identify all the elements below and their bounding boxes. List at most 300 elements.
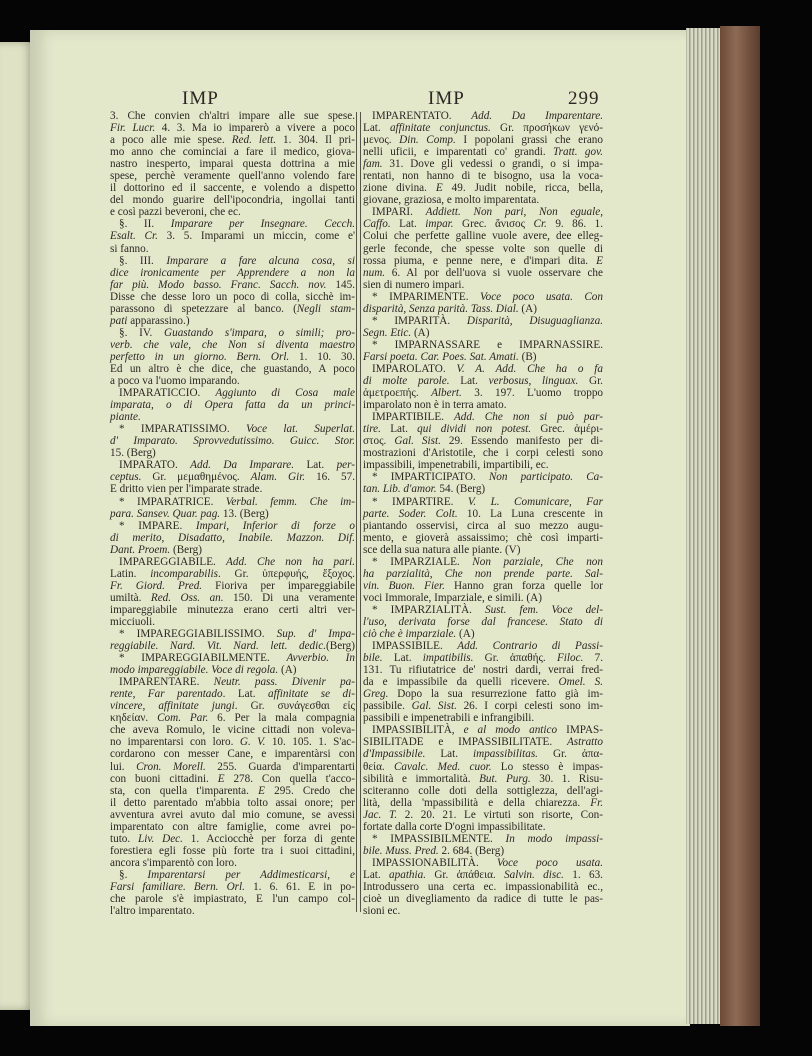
text: 15. (Berg) xyxy=(110,447,156,460)
text-line xyxy=(110,616,355,628)
text: sce della sua natura alle piante. (V) xyxy=(363,543,521,556)
text-line xyxy=(110,736,355,748)
text: mento, e gioverà assaissimo; chè così imparti- xyxy=(363,531,603,544)
text-line xyxy=(110,146,355,158)
italic-text: Gal. Sist. xyxy=(411,700,457,713)
text-line xyxy=(110,387,355,399)
text-line xyxy=(363,194,603,206)
text: Dopo la sua resurrezione fatto già im- xyxy=(388,688,603,701)
text: (Berg) xyxy=(326,640,355,653)
italic-text: impar. xyxy=(425,218,454,231)
text-line xyxy=(363,483,603,495)
text-line xyxy=(363,688,603,700)
text-line xyxy=(110,291,355,303)
text-line xyxy=(110,821,355,833)
italic-text: bile. xyxy=(363,652,383,665)
text-line xyxy=(110,797,355,809)
italic-text: Non participato. Ca- xyxy=(488,471,603,484)
text-line xyxy=(363,339,603,351)
text: §. III. xyxy=(119,254,167,267)
italic-text: piante. xyxy=(110,411,141,424)
text: 26. I corpi celesti sono im- xyxy=(456,700,603,713)
text: κηδείαν. xyxy=(110,712,158,725)
text: forestiera egli fosse più forte tra i suoi cittadini, xyxy=(110,844,355,857)
text-line xyxy=(363,821,603,833)
text: . Lat. xyxy=(222,688,268,701)
italic-text: Negli stam- xyxy=(296,302,355,315)
italic-text: Caffo. xyxy=(363,218,391,231)
running-head-right: IMP xyxy=(428,88,465,109)
text: micciuoli. xyxy=(110,615,156,628)
italic-text: Alam. Gir. xyxy=(250,471,306,484)
text-line xyxy=(110,520,355,532)
text-line xyxy=(110,243,355,255)
text-line xyxy=(110,833,355,845)
text-line xyxy=(363,568,603,580)
italic-text: pati xyxy=(110,314,128,327)
italic-text: vin. Buon. Fier. xyxy=(363,579,445,592)
italic-text: qui dividi non potest. xyxy=(417,423,532,436)
text-line xyxy=(110,194,355,206)
left-column xyxy=(110,110,355,917)
text-line xyxy=(363,797,603,809)
text-line xyxy=(110,471,355,483)
text: 16. 57. xyxy=(305,471,356,484)
text-line xyxy=(110,664,355,676)
italic-text: Imparare a fare alcuna cosa, si xyxy=(166,254,355,267)
text: a poco alle mie spese. xyxy=(110,134,232,147)
text: gerle feconde, che spesse volte son quelle di xyxy=(363,242,603,255)
italic-text: Cr. xyxy=(533,218,547,231)
text-line xyxy=(363,676,603,688)
italic-text: impatibilis. xyxy=(422,652,474,665)
text: (A) xyxy=(411,326,430,339)
text-line xyxy=(363,363,603,375)
text: 10. La Luna crescente in xyxy=(457,507,603,520)
italic-text: Jac. T. xyxy=(363,808,398,821)
text-line xyxy=(110,773,355,785)
text-line xyxy=(363,532,603,544)
text-line xyxy=(363,447,603,459)
text: 6. Per la mala compagnia xyxy=(208,712,356,725)
text-line xyxy=(110,496,355,508)
book-cover-edge xyxy=(720,26,760,1026)
text-line xyxy=(363,712,603,724)
text-line xyxy=(363,616,603,628)
italic-text: Neutr. pass. Divenir pa- xyxy=(213,676,355,689)
italic-text: Dant. Proem. xyxy=(110,543,171,556)
text-line xyxy=(110,230,355,242)
text-line xyxy=(363,471,603,483)
italic-text: Cron. Morell. xyxy=(136,760,206,773)
italic-text: Gal. Sist. xyxy=(394,435,441,448)
text-line xyxy=(110,532,355,544)
text-line xyxy=(363,736,603,748)
text: §. IV. xyxy=(119,326,165,339)
text: * IMPAREGGIABILMENTE. xyxy=(119,652,287,665)
text: 278. Con quella t'acco- xyxy=(224,772,355,785)
italic-text: l'uso, derivata forse dal francese. Stato di xyxy=(363,615,603,628)
text: il detto parentado m'abbia tolto assai onore; per xyxy=(110,796,355,809)
text: zione divina. xyxy=(363,182,436,195)
text-line xyxy=(110,809,355,821)
text: Lat. xyxy=(390,218,426,231)
text-line xyxy=(110,556,355,568)
text-line xyxy=(363,592,603,604)
text-line xyxy=(363,869,603,881)
text: che parole s'è impiastrato, E l'un campo col- xyxy=(110,893,355,906)
text: 1. 6. 61. E in po- xyxy=(244,881,356,893)
italic-text: impassibilitas. xyxy=(473,748,538,761)
text-line xyxy=(363,279,603,291)
text: 1. 63. xyxy=(563,868,603,881)
italic-text: Aggiunto di Cosa male xyxy=(215,387,355,400)
italic-text: Farsi familiare. Bern. Orl. xyxy=(110,881,245,893)
text: * IMPARZIALITÀ. xyxy=(372,603,485,616)
italic-text: Imparare per Insegnare. Cecch. xyxy=(170,218,355,231)
italic-text: V. A. Add. Che ha o fa xyxy=(456,362,603,375)
text: Lat. xyxy=(382,652,423,665)
italic-text: Farsi poeta. Car. Poes. Sat. Amati. xyxy=(363,350,519,363)
italic-text: Esalt. Cr. xyxy=(110,230,158,243)
text: * IMPARTIRE. xyxy=(372,495,468,508)
text-line xyxy=(110,315,355,327)
facing-page-edge xyxy=(0,42,34,1010)
text: IMPARENTATO. xyxy=(372,110,472,122)
text: 2. 684. (Berg) xyxy=(438,844,505,857)
text: IMPARATICCIO. xyxy=(119,387,216,400)
text: IMPAROLATO. xyxy=(372,362,457,375)
text-line xyxy=(363,508,603,520)
text: sciteranno colle doti della sottiglezza, dell'agi- xyxy=(363,784,603,797)
text-line xyxy=(363,580,603,592)
italic-text: Sup. d' Impa- xyxy=(276,628,355,641)
text: 2. 20. 21. Le virtuti son risorte, Con- xyxy=(397,808,603,821)
italic-text: Din. Comp. xyxy=(399,134,456,147)
text-line xyxy=(363,700,603,712)
text: * IMPARIMENTE. xyxy=(372,290,481,303)
text-line xyxy=(110,676,355,688)
text-line xyxy=(363,761,603,773)
text-line xyxy=(363,435,603,447)
text: I popolani grassi che erano xyxy=(455,134,603,147)
italic-text: Cavalc. Med. cuor. xyxy=(393,760,492,773)
italic-text: para. Sansev. Quar. pag. xyxy=(110,507,221,520)
italic-text: Verbal. femm. Che im- xyxy=(225,495,355,508)
text-line xyxy=(363,411,603,423)
text: IMPASSIBILITÀ, xyxy=(372,724,464,737)
text-line xyxy=(110,869,355,881)
text: cioè un divegliamento da radice di tutte le pas- xyxy=(363,893,603,906)
text-line xyxy=(110,688,355,700)
text: mo anno che cominciai a fare il medico, giova- xyxy=(110,146,355,159)
text: SIBILITADE e IMPASSIBILITATE. xyxy=(363,736,567,749)
text-line xyxy=(110,785,355,797)
text: Colui che perfette galline vuole avere, dee elleg- xyxy=(363,230,603,243)
italic-text: E xyxy=(435,182,443,195)
text: Gr. ἀπάθεια. xyxy=(426,868,505,881)
text-line xyxy=(110,712,355,724)
text: impassibili, impenetrabili, impartibili, ec. xyxy=(363,459,549,472)
text-line xyxy=(363,544,603,556)
italic-text: Omel. S. xyxy=(558,676,604,689)
text: IMPARENTARE. xyxy=(119,676,214,689)
italic-text: Guastando s'impara, o simili; pro- xyxy=(164,326,355,339)
text-line xyxy=(110,580,355,592)
text-line xyxy=(110,845,355,857)
text: Lat. xyxy=(449,375,489,388)
text-line xyxy=(110,255,355,267)
text-line xyxy=(363,459,603,471)
text-line xyxy=(110,748,355,760)
text: Disse che desse loro un poco di colla, sicchè im- xyxy=(110,290,355,303)
text: Latin. xyxy=(110,567,151,580)
text: θεία. xyxy=(363,760,394,773)
italic-text: incomparabilis xyxy=(150,567,218,580)
text-line xyxy=(363,218,603,230)
text: Gr. xyxy=(578,375,603,388)
text: sibilità e immortalità. xyxy=(363,772,480,785)
italic-text: But. Purg. xyxy=(479,772,531,785)
text: Gr. προσήκων γενό- xyxy=(490,122,603,135)
italic-text: Fr. Giord. Pred. xyxy=(110,579,203,592)
text: Gr. μεμαθημένος. xyxy=(141,471,251,484)
text: IMPASSIONABILITÀ. xyxy=(372,856,497,869)
text-line xyxy=(110,893,355,905)
text-line xyxy=(363,833,603,845)
text: IMPARATO. xyxy=(119,459,191,472)
text: 29. Essendo manifesto per di- xyxy=(440,435,603,448)
italic-text: reggiabile. Nard. Vit. Nard. lett. dedic. xyxy=(110,640,326,653)
text: lui. xyxy=(110,760,137,773)
text: 295. Credo che xyxy=(264,784,355,797)
text-line xyxy=(110,303,355,315)
italic-text: Add. Da Imparentare. xyxy=(471,110,603,122)
text-line xyxy=(363,556,603,568)
italic-text: fam. xyxy=(363,158,383,171)
text-line xyxy=(363,773,603,785)
text-line xyxy=(110,459,355,471)
italic-text: Sust. fem. Voce del- xyxy=(484,603,603,616)
text-line xyxy=(110,218,355,230)
page-stack-edge xyxy=(686,28,722,1024)
text: 49. Judit nobile, ricca, bella, xyxy=(442,182,603,195)
italic-text: verb. che vale, che Non si diventa maestro xyxy=(110,338,355,351)
text-line xyxy=(363,146,603,158)
italic-text: per- xyxy=(336,459,355,472)
text-line xyxy=(363,881,603,893)
text: del mondo guarire dell'ipocondria, ingollai tanti xyxy=(110,194,355,207)
text: passibili e impenetrabili e infrangibili. xyxy=(363,712,535,725)
text-line xyxy=(363,604,603,616)
text: tuto. xyxy=(110,832,139,845)
text-line xyxy=(363,351,603,363)
text: da e impassibile da quelli ricevere. xyxy=(363,676,559,689)
text: 9. 86. 1. xyxy=(546,218,603,231)
text-line xyxy=(363,809,603,821)
text-line xyxy=(363,640,603,652)
text: il dottorino ed il saccente, e volendo a dispetto xyxy=(110,182,355,195)
text-line xyxy=(110,604,355,616)
text: (B) xyxy=(518,350,537,363)
text-line xyxy=(110,761,355,773)
text-line xyxy=(110,170,355,182)
text: no imparentarsi con loro. xyxy=(110,736,240,749)
text-line xyxy=(110,375,355,387)
text-line xyxy=(110,339,355,351)
italic-text: Fr. xyxy=(590,796,603,809)
italic-text: G. V. xyxy=(239,736,266,749)
text-line xyxy=(110,568,355,580)
italic-text: apathia. xyxy=(389,868,427,881)
italic-text: num. xyxy=(363,266,386,279)
italic-text: Greg. xyxy=(363,688,389,701)
text: * IMPARNASSARE e IMPARNASSIRE. xyxy=(372,338,603,351)
text: Ed un altro è che dice, che guastando, A poco xyxy=(110,362,355,375)
text-line xyxy=(363,315,603,327)
text-line xyxy=(110,640,355,652)
italic-text: far più. Modo basso. Franc. Sacch. nov. xyxy=(110,278,327,291)
text: 7. xyxy=(583,652,604,665)
italic-text: In modo impassi- xyxy=(505,832,603,845)
text: * IMPAREGGIABILISSIMO. xyxy=(119,628,277,641)
italic-text: E xyxy=(258,784,265,797)
running-head-left: IMP xyxy=(182,88,219,109)
text-line xyxy=(363,496,603,508)
text-line xyxy=(363,375,603,387)
italic-text: V. L. Comunicare, Far xyxy=(467,495,603,508)
italic-text: perfetto in un giorno. Bern. Orl. xyxy=(110,350,290,363)
text-line xyxy=(363,664,603,676)
italic-text: Voce poco usata. Con xyxy=(480,290,603,303)
text: ἀμετροεπής. xyxy=(363,387,432,400)
text: nastro inesperto, imparai questa dottrina a mie xyxy=(110,158,355,171)
italic-text: Liv. Dec. xyxy=(138,832,183,845)
italic-text: Filoc. xyxy=(556,652,584,665)
italic-text: ceptus. xyxy=(110,471,142,484)
italic-text: e al modo antico xyxy=(463,724,558,737)
italic-text: affinitate conjunctus. xyxy=(389,122,491,135)
italic-text: affinitate se di- xyxy=(267,688,355,701)
text-line xyxy=(110,857,355,869)
text: con buoni cittadini. xyxy=(110,772,218,785)
text-line xyxy=(363,724,603,736)
text-line xyxy=(363,243,603,255)
text: (A) xyxy=(518,302,537,315)
text: impareggiabile minutezza erano certi altri ver- xyxy=(110,603,355,616)
text: giovane, graziosa, e molto imparentata. xyxy=(363,194,540,207)
text: §. xyxy=(119,868,148,881)
italic-text: Add. Da Imparare. xyxy=(190,459,295,472)
text-line xyxy=(363,652,603,664)
text: 131. Tu rifiutatrice de' nostri dardi, verrai fred- xyxy=(363,664,603,677)
text: nelli uficii, e imparentati co' grandi. xyxy=(363,146,554,159)
text-line xyxy=(110,881,355,893)
italic-text: Add. Che non si può par- xyxy=(453,411,603,424)
text-line xyxy=(110,351,355,363)
text: (Berg) xyxy=(170,543,202,556)
text: rentati, non hanno di te bisogno, usa la voca- xyxy=(363,170,603,183)
text: 6. Al por dell'uova si vuole osservare che xyxy=(385,266,603,279)
italic-text: tan. Lib. d'amor. xyxy=(363,483,437,496)
text: spese, perchè veramente quell'anno volendo fare xyxy=(110,170,355,183)
text: Lat. xyxy=(363,122,390,135)
italic-text: Tratt. gov. xyxy=(553,146,604,159)
text-line xyxy=(363,158,603,170)
text: 3. 5. Imparami un miccin, come e' xyxy=(157,230,355,243)
text: * IMPARATISSIMO. xyxy=(119,423,246,436)
text: si fanno. xyxy=(110,242,149,255)
text-line xyxy=(110,700,355,712)
text-line xyxy=(110,182,355,194)
text: Lat. xyxy=(380,423,418,436)
text-line xyxy=(363,291,603,303)
italic-text: parte. Soder. Colt. xyxy=(363,507,458,520)
text-line xyxy=(363,893,603,905)
text: avventura avrei avuto dal mio comune, se avessi xyxy=(110,808,355,821)
italic-text: bile. Muss. Pred. xyxy=(363,844,439,857)
text-line xyxy=(110,267,355,279)
text: 31. Dove gli vedessi o grandi, o si impa- xyxy=(382,158,603,171)
text-line xyxy=(110,652,355,664)
italic-text: di molte parole. xyxy=(363,375,450,388)
text: imparentato con altre famiglie, come avrei po- xyxy=(110,820,355,833)
text: μενος. xyxy=(363,134,400,147)
column-separator xyxy=(356,112,361,912)
text-line xyxy=(110,134,355,146)
italic-text: tire. xyxy=(363,423,381,436)
text: piantando osservisi, circa al suo mezzo augu- xyxy=(363,519,603,532)
italic-text: Addiett. Non pari, Non eguale, xyxy=(425,206,603,219)
text: Gr. ἀπαθής. xyxy=(473,652,557,665)
italic-text: E xyxy=(217,772,225,785)
text: (A) xyxy=(278,664,297,677)
italic-text: Segn. Etic. xyxy=(363,326,412,339)
text: Grec. ἄνισος xyxy=(453,218,534,231)
italic-text: E xyxy=(596,254,603,267)
text: 145. xyxy=(326,278,355,291)
text-line xyxy=(363,423,603,435)
text: * IMPARE. xyxy=(119,519,196,532)
text-line xyxy=(110,592,355,604)
text-line xyxy=(110,483,355,495)
text: Lat. xyxy=(425,748,474,761)
text: * IMPARATRICE. xyxy=(119,495,226,508)
text-line xyxy=(363,170,603,182)
text: passibile. xyxy=(363,700,412,713)
text-line xyxy=(110,363,355,375)
italic-text: modo impareggiabile. Voce di regola. xyxy=(110,664,279,677)
italic-text: Voce lat. Superlat. xyxy=(245,423,355,436)
text-line xyxy=(363,267,603,279)
text-line xyxy=(363,182,603,194)
text: voci Immorale, Imparziale, e simili. (A) xyxy=(363,591,542,604)
text: imparolato non è in terra amato. xyxy=(363,399,507,412)
text-line xyxy=(363,303,603,315)
text: e così pazzi beveroni, che ec. xyxy=(110,206,241,219)
text-line xyxy=(363,857,603,869)
text: IMPAREGGIABILE. xyxy=(119,555,227,568)
text-line xyxy=(363,387,603,399)
text: sioni ec. xyxy=(363,905,401,918)
text: 54. (Berg) xyxy=(436,483,486,496)
text-line xyxy=(110,423,355,435)
text: IMPARTIBILE. xyxy=(372,411,454,424)
text: §. II. xyxy=(119,218,171,231)
text: 4. 3. Ma io imparerò a vivere a poco xyxy=(155,122,355,135)
italic-text: Add. Contrario di Passi- xyxy=(457,640,603,653)
text-line xyxy=(110,206,355,218)
